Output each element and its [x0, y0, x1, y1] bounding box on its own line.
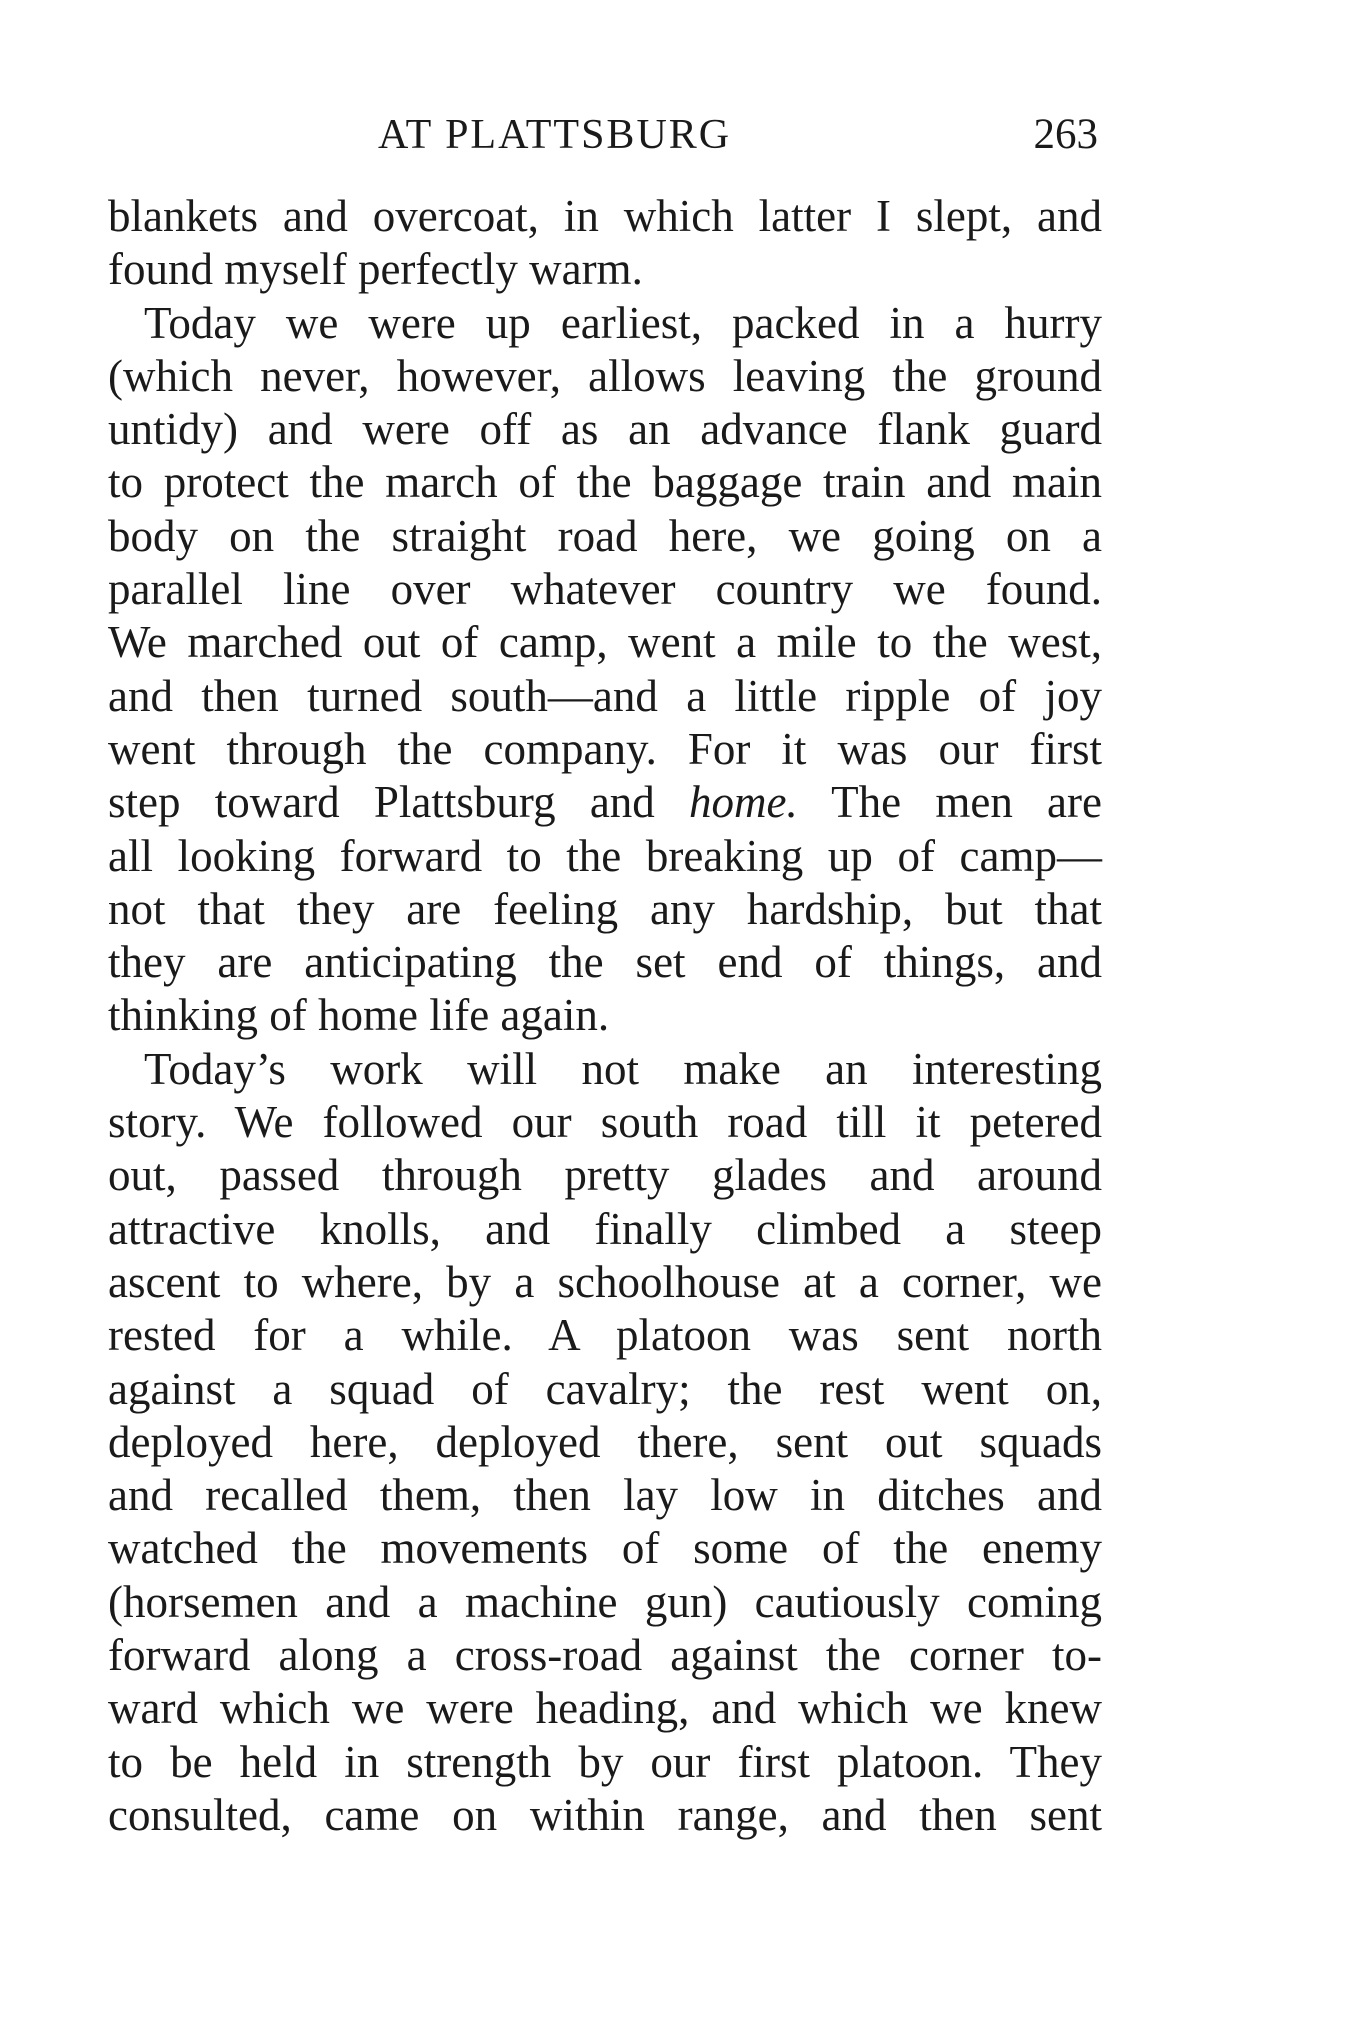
line-text: untidy) and were off as an advance flank guard [108, 404, 1102, 455]
line-text: consulted, came on within range, and then sent [108, 1789, 1102, 1840]
text-line [108, 403, 1102, 456]
line-text: forward along a cross-road against the corner to- [108, 1630, 1102, 1681]
line-text: (horsemen and a machine gun) cautiously coming [108, 1576, 1102, 1627]
text-line [108, 1363, 1102, 1416]
line-text: not that they are feeling any hardship, but that [108, 883, 1102, 934]
text-line [108, 1522, 1102, 1575]
line-text: to protect the march of the baggage train and main [108, 457, 1102, 508]
text-line [108, 510, 1102, 563]
line-text: step toward Plattsburg and [108, 777, 690, 828]
text-line [108, 1149, 1102, 1202]
line-text: Today we were up earliest, packed in a hurry [144, 297, 1102, 348]
text-line [108, 243, 1102, 296]
text-line [108, 1256, 1102, 1309]
line-text-continued: The men are [797, 777, 1102, 828]
text-line [108, 1469, 1102, 1522]
text-line [108, 1309, 1102, 1362]
line-text: story. We followed our south road till it petered [108, 1097, 1102, 1148]
line-text: (which never, however, allows leaving the ground [108, 350, 1102, 401]
line-text: We marched out of camp, went a mile to the west, [108, 617, 1102, 668]
page-number: 263 [1033, 111, 1098, 158]
running-title: AT PLATTSBURG [378, 112, 732, 158]
italic-word: home. [689, 777, 798, 828]
text-line [108, 1629, 1102, 1682]
text-line [108, 670, 1102, 723]
text-line [108, 297, 1102, 350]
text-line [108, 1736, 1102, 1789]
paragraph [108, 1043, 1102, 1842]
line-text: Today’s work will not make an interesting [144, 1043, 1102, 1094]
text-line [108, 190, 1102, 243]
text-line [108, 456, 1102, 509]
line-text: body on the straight road here, we going on a [108, 510, 1102, 561]
line-text: went through the company. For it was our first [108, 723, 1102, 774]
text-line [108, 350, 1102, 403]
line-text: ascent to where, by a schoolhouse at a corner, we [108, 1256, 1102, 1307]
line-text: parallel line over whatever country we found. [108, 564, 1102, 615]
paragraph [108, 190, 1102, 297]
text-line [108, 883, 1102, 936]
line-text: blankets and overcoat, in which latter I slept, and [108, 191, 1102, 241]
line-text: found myself perfectly warm. [108, 244, 643, 295]
line-text: attractive knolls, and finally climbed a steep [108, 1203, 1102, 1254]
line-text: out, passed through pretty glades and around [108, 1150, 1102, 1201]
text-line [108, 830, 1102, 883]
text-line [108, 1096, 1102, 1149]
line-text: rested for a while. A platoon was sent north [108, 1310, 1102, 1361]
text-line [108, 776, 1102, 829]
line-text: and then turned south—and a little ripple of joy [108, 670, 1102, 721]
text-line [108, 1043, 1102, 1096]
text-line [108, 1203, 1102, 1256]
text-line [108, 1576, 1102, 1629]
running-head [108, 105, 1098, 165]
text-line [108, 1682, 1102, 1735]
text-line [108, 1789, 1102, 1842]
paragraph [108, 297, 1102, 1043]
text-line [108, 1416, 1102, 1469]
line-text: to be held in strength by our first platoon. They [108, 1736, 1102, 1787]
line-text: ward which we were heading, and which we knew [108, 1683, 1102, 1734]
text-line [108, 936, 1102, 989]
text-line [108, 723, 1102, 776]
body-text [108, 190, 1102, 1842]
line-text: they are anticipating the set end of things, and [108, 937, 1102, 988]
text-line [108, 989, 1102, 1042]
line-text: thinking of home life again. [108, 990, 610, 1041]
line-text: and recalled them, then lay low in ditches and [108, 1470, 1102, 1521]
line-text: deployed here, deployed there, sent out squads [108, 1416, 1102, 1467]
line-text: all looking forward to the breaking up of camp— [108, 830, 1102, 881]
line-text: against a squad of cavalry; the rest went on, [108, 1363, 1102, 1414]
line-text: watched the movements of some of the enemy [108, 1523, 1102, 1574]
text-line [108, 563, 1102, 616]
text-line [108, 616, 1102, 669]
